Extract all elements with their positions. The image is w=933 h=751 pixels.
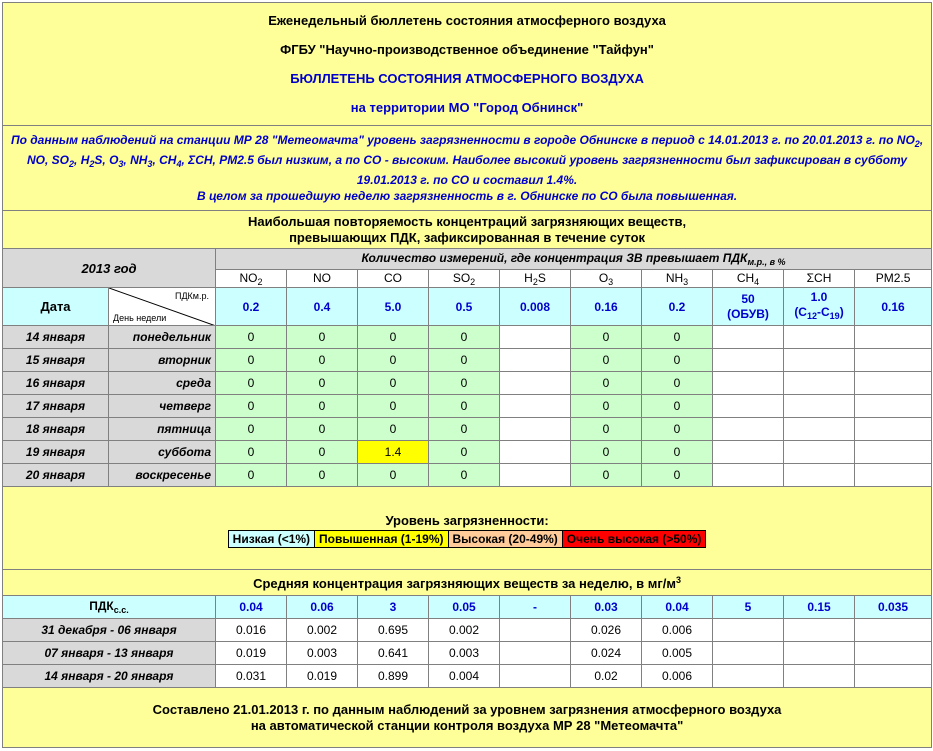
summary-text: , ΣCH, PM2.5 был низким, а по CO - высоким. Наиболее высокий уровень загрязненности был зафиксирован в субботу 19.01.2013 г. по CO и составил 1.4%.: [181, 153, 908, 187]
pdk-ss-value: 0.035: [855, 596, 932, 619]
pollutant-header: [784, 270, 855, 288]
summary-text: , CH: [152, 153, 177, 167]
row-date: 14 января: [3, 326, 109, 349]
cell-value: 0: [571, 464, 642, 487]
legend: [228, 530, 707, 548]
weekly-value: 0.003: [429, 642, 500, 665]
weekly-value: 0.019: [216, 642, 287, 665]
cell-value: 0: [358, 418, 429, 441]
weekly-value: [500, 619, 571, 642]
cell-value: 0: [642, 441, 713, 464]
weekly-rows: [3, 619, 932, 688]
cell-value: 0: [216, 326, 287, 349]
cell-value: 0: [642, 372, 713, 395]
row-weekday: суббота: [109, 441, 216, 464]
weekly-row: [3, 665, 932, 688]
cell-value: 0: [358, 349, 429, 372]
row-weekday: воскресенье: [109, 464, 216, 487]
pollutant-header: [571, 270, 642, 288]
header-line-4: на территории МО "Город Обнинск": [350, 100, 584, 115]
weekly-value: 0.024: [571, 642, 642, 665]
weekly-period: 07 января - 13 января: [3, 642, 216, 665]
pdk-ss-value: 0.04: [216, 596, 287, 619]
weekly-value: [500, 665, 571, 688]
cell-value: [855, 418, 932, 441]
pdk-mr-value: 50: [741, 291, 755, 306]
weekly-value: 0.899: [358, 665, 429, 688]
cell-value: 0: [358, 372, 429, 395]
summary-text: , NO, SO: [27, 133, 924, 167]
cell-value: 0: [571, 395, 642, 418]
daily-rows: [3, 326, 932, 487]
pdk-ss-value: 0.06: [287, 596, 358, 619]
cell-value: 0: [429, 372, 500, 395]
pdk-ss-value: 0.05: [429, 596, 500, 619]
pdk-mr-value: 0.16: [571, 288, 642, 326]
pdk-ss-row: [3, 596, 932, 619]
weekly-value: [784, 619, 855, 642]
cell-value: [713, 349, 784, 372]
cell-value: [713, 441, 784, 464]
cell-value: 0: [429, 349, 500, 372]
bulletin-sheet: [2, 2, 932, 748]
pollutant-sub: 3: [683, 276, 689, 287]
note-part: ): [839, 304, 844, 319]
weekly-value: 0.002: [287, 619, 358, 642]
pollutant-sub: 2: [470, 276, 476, 287]
pollutant-header: [855, 270, 932, 288]
weekly-period: 14 января - 20 января: [3, 665, 216, 688]
pdk-mr-label: ПДКм.р.: [174, 291, 209, 301]
cell-value: [500, 464, 571, 487]
legend-item: Очень высокая (>50%): [563, 531, 706, 547]
cell-value: [784, 372, 855, 395]
pdk-ss-label-text: ПДК: [89, 599, 114, 613]
weekly-value: 0.016: [216, 619, 287, 642]
cell-value: [500, 441, 571, 464]
measure-header: [216, 249, 932, 270]
date-header: Дата: [3, 288, 109, 326]
cell-value: 0: [287, 441, 358, 464]
weekly-value: [855, 619, 932, 642]
cell-value: 0: [216, 349, 287, 372]
table-row: [3, 326, 932, 349]
cell-value: [784, 349, 855, 372]
cell-value: 0: [287, 418, 358, 441]
pollutant-name: SO: [452, 270, 471, 285]
legend-item: Повышенная (1-19%): [315, 531, 448, 547]
cell-value: 0: [429, 441, 500, 464]
weekly-row: [3, 642, 932, 665]
note-part: -C: [817, 304, 830, 319]
weekly-value: 0.026: [571, 619, 642, 642]
cell-value: 0: [287, 372, 358, 395]
row-date: 15 января: [3, 349, 109, 372]
weekly-period: 31 декабря - 06 января: [3, 619, 216, 642]
pdk-mr-row: [3, 288, 932, 326]
weekly-value: 0.006: [642, 619, 713, 642]
weekly-value: 0.004: [429, 665, 500, 688]
weekday-label: День недели: [113, 313, 167, 323]
row-weekday: понедельник: [109, 326, 216, 349]
note-part: 19: [829, 310, 840, 321]
cell-value: 0: [571, 326, 642, 349]
pdk-mr-value: 0.5: [429, 288, 500, 326]
weekly-value: 0.031: [216, 665, 287, 688]
cell-value: 0: [642, 326, 713, 349]
row-date: 19 января: [3, 441, 109, 464]
pdk-ss-value: 0.04: [642, 596, 713, 619]
weekly-value: [713, 642, 784, 665]
pdk-day-header: [109, 288, 216, 326]
pdk-ss-value: -: [500, 596, 571, 619]
cell-value: [855, 372, 932, 395]
pdk-ss-value: 3: [358, 596, 429, 619]
weekly-value: 0.641: [358, 642, 429, 665]
pdk-ss-label: [3, 596, 216, 619]
cell-value: 0: [287, 464, 358, 487]
pollutant-header: [358, 270, 429, 288]
cell-value: 0: [358, 395, 429, 418]
pollutant-sub: 2: [257, 276, 263, 287]
pollutant-name: ΣCH: [806, 270, 832, 285]
pdk-ss-value: 0.03: [571, 596, 642, 619]
cell-value: [855, 349, 932, 372]
pollutant-name: NH: [665, 270, 684, 285]
pollutant-header: [287, 270, 358, 288]
pollutant-sub: 3: [608, 276, 614, 287]
summary-text: По данным наблюдений на станции МР 28 "Метеомачта" уровень загрязненности в городе Обнинске в период с 14.01.2013 г. по 20.01.2013 г. по NO: [10, 133, 915, 147]
weekly-value: [500, 642, 571, 665]
pollutant-name: NO: [239, 270, 258, 285]
pdk-mr-value: 0.008: [500, 288, 571, 326]
repeat-title-line-1: Наибольшая повторяемость концентраций загрязняющих веществ,: [248, 213, 687, 229]
table-row: [3, 418, 932, 441]
cell-value: 0: [571, 418, 642, 441]
cell-value: 0: [287, 326, 358, 349]
legend-item: Низкая (<1%): [229, 531, 315, 547]
table-row: [3, 349, 932, 372]
cell-value: [855, 441, 932, 464]
cell-value: 0: [429, 326, 500, 349]
cell-value: [713, 464, 784, 487]
footer-line-2: на автоматической станции контроля воздуха МР 28 "Метеомачта": [250, 717, 684, 733]
bulletin-header: [3, 3, 932, 126]
summary-conclusion: В целом за прошедшую неделю загрязненность в г. Обнинске по CO была повышенная.: [196, 189, 738, 203]
cell-value: [713, 395, 784, 418]
pdk-mr-value: 1.0: [810, 289, 828, 304]
cell-value: [500, 395, 571, 418]
weekly-value: 0.02: [571, 665, 642, 688]
legend-item: Высокая (20-49%): [449, 531, 563, 547]
row-weekday: пятница: [109, 418, 216, 441]
cell-value: 0: [571, 349, 642, 372]
pdk-mr-note: [784, 305, 854, 324]
pollutant-name: NO: [313, 270, 331, 285]
weekly-title-sup: 3: [675, 574, 681, 585]
cell-value: 0: [571, 372, 642, 395]
cell-value: [784, 464, 855, 487]
pdk-mr-value-sch: [784, 288, 855, 326]
summary-text: , H: [74, 153, 90, 167]
weekly-value: 0.003: [287, 642, 358, 665]
cell-value: 0: [429, 395, 500, 418]
cell-value: [500, 372, 571, 395]
cell-value: [784, 441, 855, 464]
weekly-value: [784, 642, 855, 665]
pollutant-header: [642, 270, 713, 288]
legend-title: Уровень загрязненности:: [385, 512, 549, 528]
summary-paragraph: По данным наблюдений на станции МР 28 "Метеомачта" уровень загрязненности в городе Обнинске в период с 14.01.2013 г. по 20.01.2013 г. по $NO_2$, NO, $SO_2$, $H_2S$, $O_3$, $NH_3$, $CH_4$, ΣCH, PM2.5 был низким, а по CO - высоким. Наиболее высокий уровень загрязненности был зафиксирован в субботу 19.01.2013 г. по CO и составил 1.4%. В целом за прошедшую неделю загрязненность в г. Обнинске по CO была повышенная.: [3, 126, 932, 211]
pollutant-name: H: [524, 270, 533, 285]
row-date: 16 января: [3, 372, 109, 395]
table-row: [3, 395, 932, 418]
pollutant-header: [713, 270, 784, 288]
cell-value: [855, 464, 932, 487]
pdk-mr-note: (ОБУВ): [727, 306, 769, 321]
weekly-title-text: Средняя концентрация загрязняющих веществ за неделю, в мг/м: [253, 575, 676, 591]
year-label: 2013 год: [3, 249, 216, 288]
cell-value: [855, 326, 932, 349]
cell-value: [500, 418, 571, 441]
cell-value: 0: [216, 418, 287, 441]
weekly-title: [3, 570, 932, 596]
pollutant-sub: 4: [754, 276, 760, 287]
pollutant-name: CH: [736, 270, 755, 285]
table-row: [3, 372, 932, 395]
weekly-value: 0.005: [642, 642, 713, 665]
cell-value: 0: [429, 418, 500, 441]
cell-value: 0: [358, 326, 429, 349]
note-part: (C: [794, 304, 807, 319]
cell-value: 0: [287, 349, 358, 372]
cell-value: [713, 418, 784, 441]
pdk-mr-value: 0.4: [287, 288, 358, 326]
pdk-ss-value: 0.15: [784, 596, 855, 619]
weekly-value: [713, 665, 784, 688]
legend-block: [3, 487, 932, 570]
weekly-value: 0.002: [429, 619, 500, 642]
header-line-1: Еженедельный бюллетень состояния атмосферного воздуха: [268, 13, 666, 28]
header-line-2: ФГБУ "Научно-производственное объединение "Тайфун": [280, 42, 654, 57]
weekly-row: [3, 619, 932, 642]
footer-line-1: Составлено 21.01.2013 г. по данным наблюдений за уровнем загрязнения атмосферного воздуха: [152, 701, 782, 717]
cell-value: 0: [287, 395, 358, 418]
cell-value: [713, 372, 784, 395]
pollutant-name: PM2.5: [875, 270, 911, 285]
cell-value: [713, 326, 784, 349]
pdk-mr-value: 0.2: [216, 288, 287, 326]
cell-value: 0: [571, 441, 642, 464]
repeat-section-title: [3, 211, 932, 249]
cell-value: 0: [642, 464, 713, 487]
cell-value: [784, 326, 855, 349]
summary-text: S, O: [94, 153, 119, 167]
cell-value: 0: [216, 464, 287, 487]
pdk-mr-value: 5.0: [358, 288, 429, 326]
cell-value: 0: [642, 418, 713, 441]
pollutant-rest: S: [537, 270, 546, 285]
weekly-value: 0.695: [358, 619, 429, 642]
weekly-value: 0.006: [642, 665, 713, 688]
table-row: [3, 464, 932, 487]
cell-value: [784, 395, 855, 418]
row-weekday: четверг: [109, 395, 216, 418]
cell-value: 1.4: [358, 441, 429, 464]
cell-value: 0: [216, 395, 287, 418]
weekly-value: [784, 665, 855, 688]
cell-value: [855, 395, 932, 418]
row-date: 20 января: [3, 464, 109, 487]
pdk-mr-value: 0.16: [855, 288, 932, 326]
cell-value: [500, 349, 571, 372]
cell-value: 0: [429, 464, 500, 487]
measure-sub: м.р., в %: [747, 257, 786, 267]
weekly-value: [713, 619, 784, 642]
table-row: [3, 441, 932, 464]
row-date: 18 января: [3, 418, 109, 441]
pdk-mr-value: 0.2: [642, 288, 713, 326]
pollutant-sub: 2: [532, 276, 538, 287]
cell-value: 0: [216, 372, 287, 395]
cell-value: [784, 418, 855, 441]
row-weekday: среда: [109, 372, 216, 395]
row-weekday: вторник: [109, 349, 216, 372]
measure-text: Количество измерений, где концентрация ЗВ превышает ПДК: [361, 251, 748, 265]
pollutant-name: CO: [384, 270, 402, 285]
pollutant-header: [429, 270, 500, 288]
pdk-mr-value-ch4: [713, 288, 784, 326]
cell-value: 0: [216, 441, 287, 464]
cell-value: 0: [358, 464, 429, 487]
cell-value: 0: [642, 395, 713, 418]
repeat-title-line-2: превышающих ПДК, зафиксированная в течение суток: [289, 229, 646, 245]
footer: [3, 688, 932, 748]
pollutant-name: O: [598, 270, 609, 285]
row-date: 17 января: [3, 395, 109, 418]
pdk-ss-value: 5: [713, 596, 784, 619]
pollutant-header: [500, 270, 571, 288]
summary-text: , NH: [123, 153, 148, 167]
cell-value: 0: [642, 349, 713, 372]
note-part: 12: [806, 310, 817, 321]
header-line-3: БЮЛЛЕТЕНЬ СОСТОЯНИЯ АТМОСФЕРНОГО ВОЗДУХА: [290, 71, 644, 86]
weekly-value: [855, 665, 932, 688]
pollutant-header: [216, 270, 287, 288]
cell-value: [500, 326, 571, 349]
weekly-value: [855, 642, 932, 665]
weekly-value: 0.019: [287, 665, 358, 688]
pdk-ss-label-sub: с.с.: [113, 605, 129, 615]
